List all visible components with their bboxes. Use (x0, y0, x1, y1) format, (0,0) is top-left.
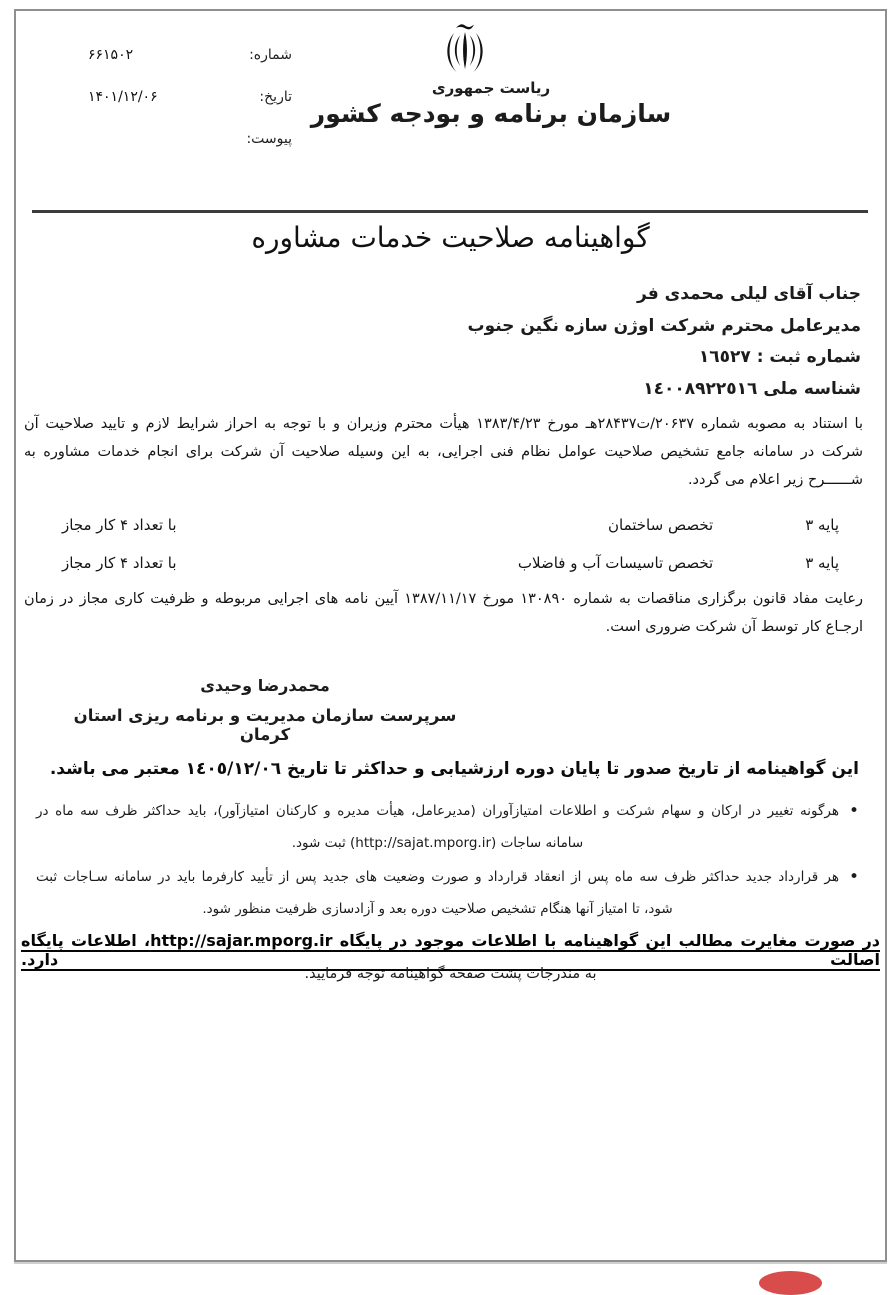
note-item (36, 866, 869, 921)
iran-national-emblem-icon (442, 19, 488, 77)
bullet-icon: • (848, 801, 860, 821)
date-value: ۱۴۰۱/۱۲/۰۶ (88, 89, 158, 105)
note-line: سامانه ساجات (http://sajat.mporg.ir) ثبت شود. (291, 835, 584, 851)
organization-name: سازمان برنامه و بودجه کشور (310, 99, 672, 128)
qualification-row (62, 516, 839, 534)
meta-row-attachment (88, 131, 292, 147)
qualification-row (62, 554, 839, 572)
floating-action-button-partial[interactable] (759, 1271, 822, 1295)
registration-number-line: شماره ثبت : ١٦٥٢٧ (698, 347, 861, 367)
date-label: تاریخ: (259, 89, 292, 105)
law-paragraph: رعایت مفاد قانون برگزاری مناقصات به شماره ۱۳۰۸۹۰ مورخ ۱۳۸۷/۱۱/۱۷ آیین نامه های اجرایی مربوطه و ظرفیت کاری مجاز در زمان ارجـاع کار توسط آن شرکت ضروری است. (24, 591, 863, 635)
letterhead (301, 19, 681, 128)
note-body (36, 800, 839, 855)
recipient-company-line: مدیرعامل محترم شرکت اوژن سازه نگین جنوب (467, 315, 861, 336)
back-page-note: به مندرجات پشت صفحه گواهینامه توجه فرمایید. (304, 966, 597, 982)
signatory-name: محمدرضا وحیدی (200, 676, 330, 695)
note-item (36, 800, 869, 855)
grade-cell: پایه ۳ (805, 554, 839, 572)
meta-row-number (88, 47, 292, 63)
disclaimer-line: در صورت مغایرت مطالب این گواهینامه با اطلاعات موجود در پایگاه http://sajar.mporg.ir، اطلاعات پایگاه اصالت دارد. (21, 931, 880, 969)
capacity-cell: با تعداد ۴ کار مجاز (62, 516, 177, 534)
header-divider (32, 210, 868, 213)
number-value: ۶۶۱۵۰۲ (88, 47, 134, 63)
national-id-line: شناسه ملی ١٤٠٠٨٩٢٢٥١٦ (643, 378, 861, 399)
note-line: شود، تا امتیاز آنها هنگام تشخیص صلاحیت دوره بعد و آزادسازی ظرفیت منظور شود. (202, 901, 673, 917)
notes-list (36, 800, 869, 932)
presidency-caption: ریاست جمهوری (431, 79, 551, 97)
grade-cell: پایه ۳ (805, 516, 839, 534)
header-meta (88, 47, 292, 173)
note-body (36, 866, 839, 921)
note-line: هر قرارداد جدید حداکثر ظرف سه ماه پس از انعقاد قرارداد و صورت وضعیت های جدید پس از تأیید کارفرما باید در سامانه سـاجات ثبت (36, 869, 839, 885)
meta-row-date (88, 89, 292, 105)
intro-paragraph: با استناد به مصوبه شماره ۲۰۶۳۷/ت۲۸۴۳۷هـ مورخ ۱۳۸۳/۴/۲۳ هیأت محترم وزیران و با توجه به احراز شرایط لازم و تایید صلاحیت آن شرکت در سامانه جامع تشخیص صلاحیت عوامل نظام فنی اجرایی، به این وسیله صلاحیت آن شرکت برای انجام خدمات مشاوره به شــــــرح زیر اعلام می گردد. (24, 416, 863, 488)
certificate-page (14, 9, 887, 1262)
note-line: هرگونه تغییر در ارکان و سهام شرکت و اطلاعات امتیازآوران (مدیرعامل، هیأت مدیره و کارکنان امتیازآور)، باید حداکثر ظرف سه ماه در (36, 803, 839, 819)
signatory-title: سرپرست سازمان مدیریت و برنامه ریزی استان کرمان (73, 706, 457, 744)
bullet-icon: • (848, 867, 860, 887)
attachment-label: پیوست: (246, 131, 292, 147)
specialty-cell: تخصص تاسیسات آب و فاضلاب (517, 554, 714, 572)
recipient-name-line: جناب آقای لیلی محمدی فر (637, 284, 861, 304)
signature-block (64, 676, 466, 744)
recipient-block (40, 279, 861, 405)
specialty-cell: تخصص ساختمان (607, 516, 714, 534)
validity-statement: این گواهینامه از تاریخ صدور تا پایان دوره ارزشیابی و حداکثر تا تاریخ ١٤٠٥/١٢/٠٦ معتبر می باشد. (49, 759, 859, 779)
capacity-cell: با تعداد ۴ کار مجاز (62, 554, 177, 572)
number-label: شماره: (249, 47, 292, 63)
certificate-title: گواهینامه صلاحیت خدمات مشاوره (251, 221, 650, 254)
